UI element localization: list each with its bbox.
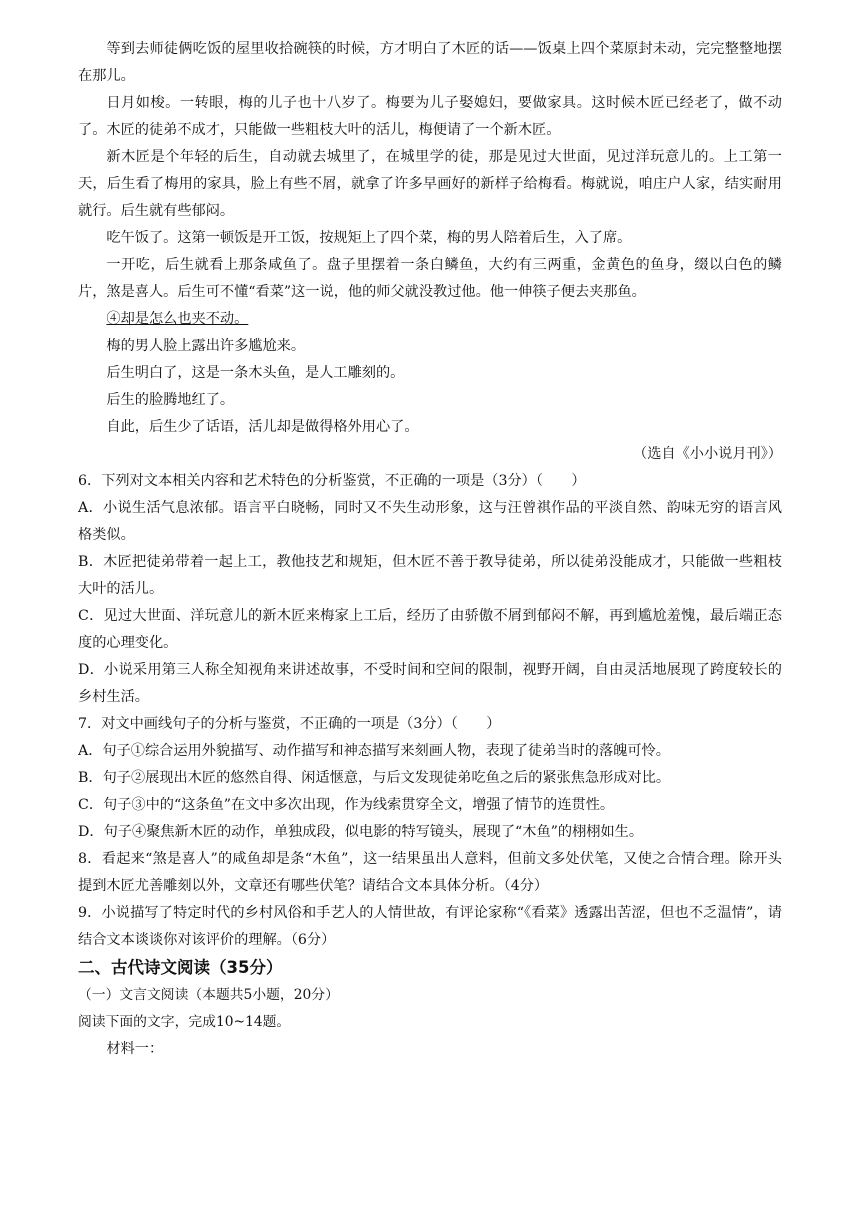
- story-paragraph: 后生明白了，这是一条木头鱼，是人工雕刻的。: [106, 365, 405, 381]
- story-paragraph: 吃午饭了。这第一顿饭是开工饭，按规矩上了四个菜，梅的男人陪着后生，入了席。: [106, 230, 632, 246]
- section-2-subtitle: （一）文言文阅读（本题共5小题，20分）: [78, 987, 339, 1003]
- section-2-title: 二、古代诗文阅读（35分）: [78, 958, 283, 977]
- story-source: （选自《小小说月刊》）: [633, 446, 782, 462]
- story-paragraph: 自此，后生少了话语，活儿却是做得格外用心了。: [106, 419, 419, 435]
- question-6-option-b: B．木匠把徒弟带着一起上工，教他技艺和规矩，但木匠不善于教导徒弟，所以徒弟没能成才，只能做一些粗枝大叶的活儿。: [78, 554, 782, 597]
- question-7-option-c: C．句子③中的“这条鱼”在文中多次出现，作为线索贯穿全文，增强了情节的连贯性。: [78, 797, 615, 813]
- question-6-option-c: C．见过大世面、洋玩意儿的新木匠来梅家上工后，经历了由骄傲不屑到郁闷不解，再到尴尬羞愧，最后端正态度的心理变化。: [78, 608, 782, 651]
- question-6-stem: 6．下列对文本相关内容和艺术特色的分析鉴赏，不正确的一项是（3分）（ ）: [78, 473, 586, 489]
- story-paragraph: 新木匠是个年轻的后生，自动就去城里了，在城里学的徒，那是见过大世面，见过洋玩意儿的。上工第一天，后生看了梅用的家具，脸上有些不屑，就拿了许多早画好的新样子给梅看。梅就说，咱庄户人家，结实耐用就行。后生就有些郁闷。: [78, 149, 782, 219]
- question-6-option-d: D．小说采用第三人称全知视角来讲述故事，不受时间和空间的限制，视野开阔，自由灵活地展现了跨度较长的乡村生活。: [78, 662, 782, 705]
- story-paragraph: 一开吃，后生就看上那条咸鱼了。盘子里摆着一条白鳞鱼，大约有三两重，金黄色的鱼身，缀以白色的鳞片，煞是喜人。后生可不懂“看菜”这一说，他的师父就没教过他。他一伸筷子便去夹那鱼。: [78, 257, 782, 300]
- underlined-sentence-paragraph: [78, 306, 782, 333]
- section-2-instruction: 阅读下面的文字，完成10~14题。: [78, 1014, 291, 1030]
- story-paragraph: 梅的男人脸上露出许多尴尬来。: [106, 338, 306, 354]
- question-7-stem: 7．对文中画线句子的分析与鉴赏，不正确的一项是（3分）（ ）: [78, 716, 501, 732]
- question-7-option-a: A．句子①综合运用外貌描写、动作描写和神态描写来刻画人物，表现了徒弟当时的落魄可怜。: [78, 743, 670, 759]
- story-paragraph: 日月如梭。一转眼，梅的儿子也十八岁了。梅要为儿子娶媳妇，要做家具。这时候木匠已经老了，做不动了。木匠的徒弟不成才，只能做一些粗枝大叶的活儿，梅便请了一个新木匠。: [78, 95, 782, 138]
- question-9: 9．小说描写了特定时代的乡村风俗和手艺人的人情世故，有评论家称“《看菜》透露出苦涩，但也不乏温情”，请结合文本谈谈你对该评价的理解。（6分）: [78, 905, 782, 948]
- question-7-option-b: B．句子②展现出木匠的悠然自得、闲适惬意，与后文发现徒弟吃鱼之后的紧张焦急形成对比。: [78, 770, 671, 786]
- underlined-sentence-4: ④却是怎么也夹不动。: [106, 311, 249, 327]
- story-paragraph: 等到去师徒俩吃饭的屋里收拾碗筷的时候，方才明白了木匠的话——饭桌上四个菜原封未动，完完整整地摆在那儿。: [78, 41, 782, 84]
- story-paragraph: 后生的脸腾地红了。: [106, 392, 235, 408]
- question-7-option-d: D．句子④聚焦新木匠的动作，单独成段，似电影的特写镜头，展现了“木鱼”的栩栩如生。: [78, 824, 644, 840]
- exam-page: [78, 36, 782, 1063]
- question-8: 8．看起来“煞是喜人”的咸鱼却是条“木鱼”，这一结果虽出人意料，但前文多处伏笔，又使之合情合理。除开头提到木匠尤善雕刻以外，文章还有哪些伏笔？请结合文本具体分析。（4分）: [78, 851, 782, 894]
- question-6-option-a: A．小说生活气息浓郁。语言平白晓畅，同时又不失生动形象，这与汪曾祺作品的平淡自然、韵味无穷的语言风格类似。: [78, 500, 782, 543]
- material-1-label: 材料一：: [106, 1041, 164, 1057]
